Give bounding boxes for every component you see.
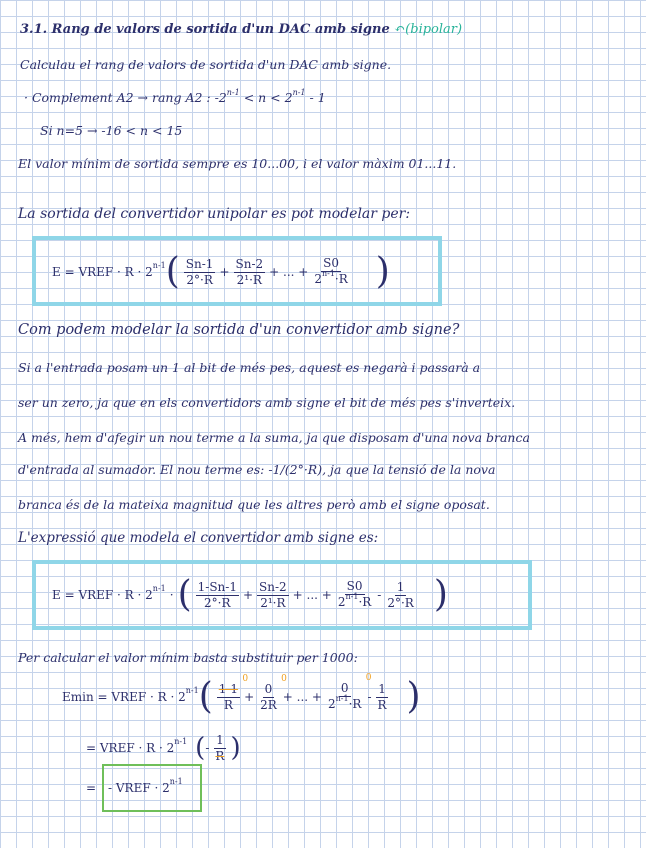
eq2-t3-den-exp: n-1 xyxy=(345,592,359,601)
eq3-term2 xyxy=(258,673,287,713)
eq3-t1-num: 1-1 xyxy=(218,681,239,696)
min-result xyxy=(108,772,183,804)
eq5-exp: n-1 xyxy=(169,776,183,786)
eq3-t3-num: 0 xyxy=(340,681,349,695)
paragraph-line-2: ser un zero, ja que en els convertidors amb signe el bit de més pes s'inverteix. xyxy=(18,395,516,410)
eq2-close-paren: ) xyxy=(433,574,448,615)
eq2-t2-num: Sn-2 xyxy=(259,579,287,594)
eq3-t3-den-base: 2 xyxy=(327,697,336,711)
eq2-t3-den xyxy=(336,592,373,611)
eq2-t3-den-end: ·R xyxy=(358,595,372,609)
eq2-t1-num: 1-Sn-1 xyxy=(197,579,237,594)
eq2-open-paren: ( xyxy=(177,574,192,615)
eq1-t2-den: 2¹·R xyxy=(236,272,262,287)
eq1-t3-den xyxy=(312,269,349,288)
eq3-t1-den: R xyxy=(223,697,233,712)
eq1-open-paren: ( xyxy=(165,251,180,292)
eq3-open-paren: ( xyxy=(198,676,213,717)
exp-2: n-1 xyxy=(292,88,306,97)
eq3-t3-mark: 0 xyxy=(365,673,372,683)
eq1-t3-num: S0 xyxy=(323,256,339,270)
intro-line: Calculau el rang de valors de sortida d'un DAC amb signe. xyxy=(20,57,392,72)
eq1-term2 xyxy=(234,257,266,288)
eq3-t3-den-end: ·R xyxy=(348,697,362,711)
eq2-dots: + ... + xyxy=(292,588,332,602)
eq4-num: 1 xyxy=(216,732,224,747)
eq4-den: R xyxy=(215,748,225,763)
paragraph-line-1: Si a l'entrada posam un 1 al bit de més pes, aquest es negarà i passarà a xyxy=(18,360,481,375)
eq3-t3-den xyxy=(326,694,363,713)
eq3-term3 xyxy=(326,673,372,713)
eq1-close-paren: ) xyxy=(375,251,390,292)
eq1-term1 xyxy=(184,257,216,288)
eq2-t2-den: 2¹·R xyxy=(260,595,286,610)
eq1-lhs: E = VREF · R · 2 xyxy=(52,265,153,279)
eq3-dots: + ... + xyxy=(282,690,322,704)
eq2-term1 xyxy=(196,580,239,611)
complement-a2-text: · Complement A2 → rang A2 : -2 xyxy=(24,90,227,105)
min-equation xyxy=(62,672,421,722)
eq2-minus: - xyxy=(377,588,382,602)
eq1-t3-den-exp: n-1 xyxy=(321,269,335,278)
eq5-value: - VREF · 2 xyxy=(108,781,170,795)
bipolar-tag-text: (bipolar) xyxy=(405,22,463,37)
eq3-plus: + xyxy=(244,690,255,704)
complement-a2-end: - 1 xyxy=(305,90,326,105)
eq5-equals: = xyxy=(86,781,97,795)
eq3-lhs: Emin = VREF · R · 2 xyxy=(62,690,186,704)
eq3-minus: - xyxy=(367,690,372,704)
eq1-dots: + ... + xyxy=(269,265,309,279)
signed-question: Com podem modelar la sortida d'un convertidor amb signe? xyxy=(18,322,460,338)
eq2-lhs-exp: n-1 xyxy=(152,583,166,593)
eq3-t4-num: 1 xyxy=(378,681,386,696)
eq3-t1-mark: 0 xyxy=(242,673,249,684)
unipolar-intro: La sortida del convertidor unipolar es pot modelar per: xyxy=(18,206,411,222)
eq3-term4 xyxy=(376,682,389,713)
eq2-t4-den: 2°·R xyxy=(387,595,414,610)
bipolar-tag: ↶(bipolar) xyxy=(394,22,463,37)
paragraph-line-3: A més, hem d'afegir un nou terme a la suma, ja que disposam d'una nova branca xyxy=(18,430,530,445)
signed-equation xyxy=(52,569,448,621)
eq1-lhs-exp: n-1 xyxy=(152,260,166,270)
exp-1: n-1 xyxy=(226,88,240,97)
eq2-lhs: E = VREF · R · 2 xyxy=(52,588,153,602)
eq2-term2 xyxy=(257,580,289,611)
eq4-text: = VREF · R · 2 xyxy=(86,741,175,755)
eq2-plus: + xyxy=(242,588,254,602)
eq4-close-paren: ) xyxy=(230,733,241,763)
eq3-t3-den-exp: n-1 xyxy=(335,694,349,703)
eq3-t2-num: 0 xyxy=(264,681,273,696)
min-max-line: El valor mínim de sortida sempre es 10...00, i el valor màxim 01...11. xyxy=(18,156,457,171)
signed-expression-intro: L'expressió que modela el convertidor amb signe es: xyxy=(18,530,379,546)
eq1-t1-den: 2°·R xyxy=(186,272,213,287)
complement-a2-mid: < n < 2 xyxy=(239,90,293,105)
paragraph-line-5: branca és de la mateixa magnitud que les altres però amb el signe oposat. xyxy=(18,497,490,512)
eq2-term4 xyxy=(385,580,415,611)
eq3-close-paren: ) xyxy=(406,676,421,717)
eq3-lhs-exp: n-1 xyxy=(185,685,199,695)
eq3-t4-den: R xyxy=(377,697,387,712)
eq4-sign: - xyxy=(205,741,210,755)
eq4-open-paren: ( xyxy=(195,733,206,763)
eq2-dot: · xyxy=(169,588,174,602)
eq2-term3 xyxy=(336,579,373,611)
section-title-text: 3.1. Rang de valors de sortida d'un DAC amb signe xyxy=(20,22,390,37)
eq3-t2-mark: 0 xyxy=(281,673,287,684)
eq1-term3 xyxy=(312,256,349,288)
eq2-t4-num: 1 xyxy=(396,579,405,594)
min-value-intro: Per calcular el valor mínim basta substituir per 1000: xyxy=(18,650,358,665)
eq4-exp: n-1 xyxy=(174,736,188,746)
min-result-line xyxy=(86,770,96,806)
unipolar-equation xyxy=(52,246,390,298)
eq1-t2-num: Sn-2 xyxy=(235,256,264,271)
eq2-t1-den: 2°·R xyxy=(204,595,231,610)
eq3-term1 xyxy=(217,673,249,713)
eq2-t3-den-base: 2 xyxy=(337,595,346,609)
eq1-t3-den-base: 2 xyxy=(314,272,322,286)
eq1-t3-den-end: ·R xyxy=(334,272,348,286)
eq2-t3-num: S0 xyxy=(346,579,363,593)
paragraph-line-4: d'entrada al sumador. El nou terme es: -1/(2°·R), ja que la tensió de la nova xyxy=(18,462,496,477)
eq3-t2-den: 2R xyxy=(260,697,277,712)
eq1-plus: + xyxy=(219,265,230,279)
eq4-frac xyxy=(213,733,226,764)
section-title xyxy=(20,22,462,38)
eq1-t1-num: Sn-1 xyxy=(185,256,214,271)
complement-a2-line xyxy=(24,90,326,108)
example-n5: Si n=5 → -16 < n < 15 xyxy=(40,123,183,138)
